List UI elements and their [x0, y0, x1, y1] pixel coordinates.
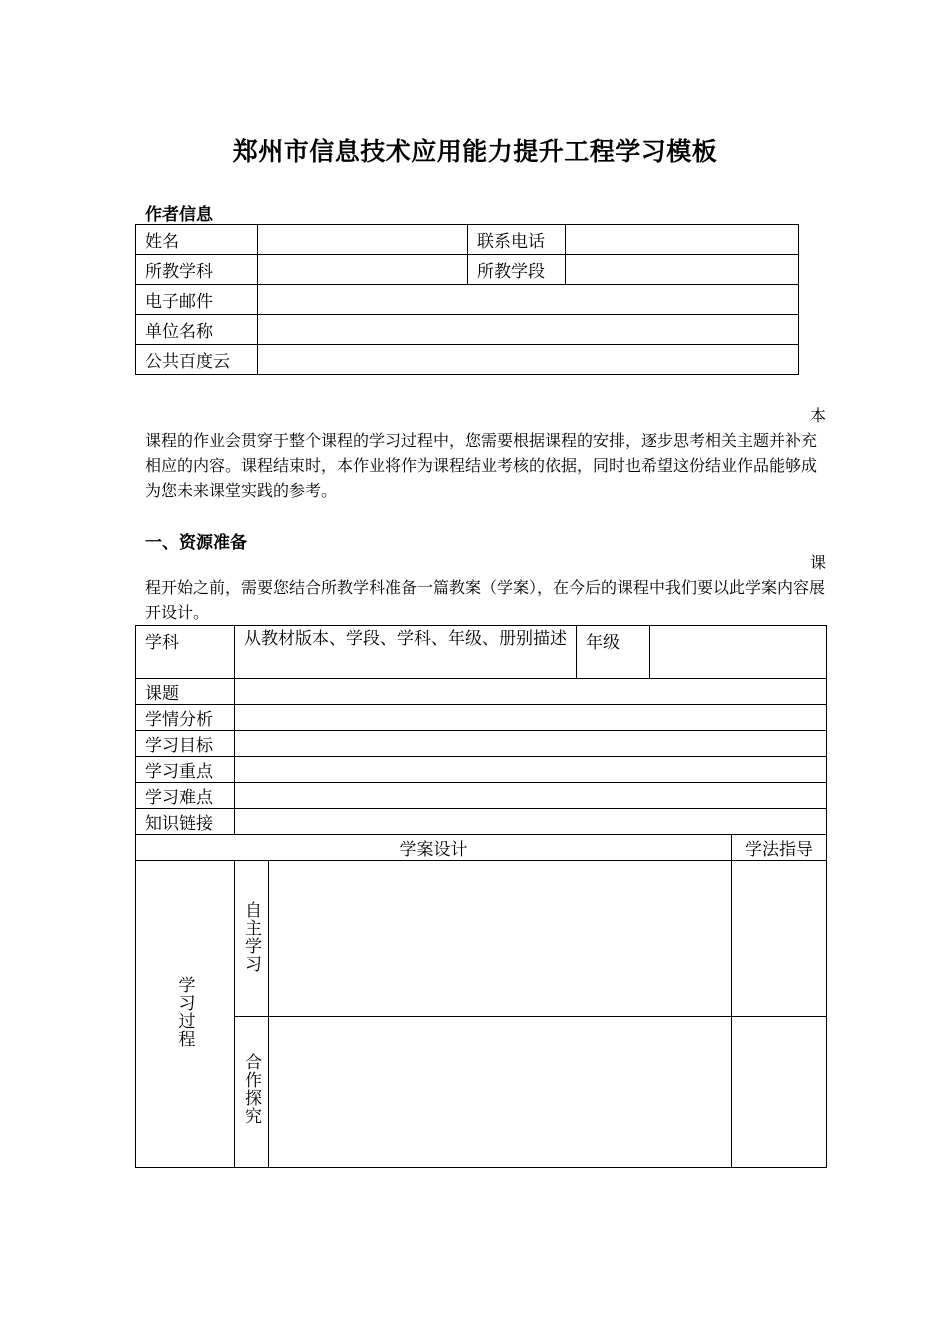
- cloud-label: 公共百度云: [136, 345, 258, 375]
- email-label: 电子邮件: [136, 285, 258, 315]
- email-field[interactable]: [258, 285, 799, 315]
- topic-label: 课题: [136, 679, 235, 705]
- topic-field[interactable]: [235, 679, 827, 705]
- key-points-field[interactable]: [235, 757, 827, 783]
- lesson-plan-table: [135, 625, 827, 1168]
- grade-field[interactable]: [650, 626, 827, 679]
- subject-row-label: 学科: [136, 626, 235, 679]
- cooperative-label: 合作探究: [241, 1053, 261, 1125]
- section1-heading: 一、资源准备: [145, 533, 247, 553]
- difficulties-label: 学习难点: [136, 783, 235, 809]
- cloud-field[interactable]: [258, 345, 799, 375]
- subject-label: 所教学科: [136, 255, 258, 285]
- design-header: 学案设计: [136, 835, 732, 861]
- cooperative-cell: [235, 1017, 269, 1168]
- unit-label: 单位名称: [136, 315, 258, 345]
- grade-label: 年级: [577, 626, 650, 679]
- goals-field[interactable]: [235, 731, 827, 757]
- cooperative-field[interactable]: [269, 1017, 732, 1168]
- difficulties-field[interactable]: [235, 783, 827, 809]
- intro-paragraph: [145, 403, 826, 503]
- section1-body: 程开始之前，需要您结合所教学科准备一篇教案（学案），在今后的课程中我们要以此学案内容展开设计。: [145, 578, 826, 622]
- process-cell: [136, 861, 235, 1168]
- intro-lead: 本: [809, 406, 826, 425]
- cooperative-guidance[interactable]: [732, 1017, 827, 1168]
- phone-field[interactable]: [566, 225, 799, 255]
- section1-paragraph: [145, 550, 826, 625]
- name-label: 姓名: [136, 225, 258, 255]
- unit-field[interactable]: [258, 315, 799, 345]
- stage-field[interactable]: [566, 255, 799, 285]
- author-info-table: [135, 224, 799, 375]
- self-study-guidance[interactable]: [732, 861, 827, 1017]
- analysis-label: 学情分析: [136, 705, 235, 731]
- self-study-label: 自主学习: [241, 901, 261, 973]
- process-label: 学习过程: [174, 975, 195, 1048]
- subject-field[interactable]: [258, 255, 468, 285]
- analysis-field[interactable]: [235, 705, 827, 731]
- links-field[interactable]: [235, 809, 827, 835]
- intro-body: 课程的作业会贯穿于整个课程的学习过程中，您需要根据课程的安排，逐步思考相关主题并补充相应的内容。课程结束时，本作业将作为课程结业考核的依据，同时也希望这份结业作品能够成为您未来课堂实践的参考。: [145, 431, 818, 500]
- guidance-header: 学法指导: [732, 835, 827, 861]
- page-title: 郑州市信息技术应用能力提升工程学习模板: [232, 137, 718, 166]
- author-info-heading: 作者信息: [145, 205, 213, 225]
- goals-label: 学习目标: [136, 731, 235, 757]
- name-field[interactable]: [258, 225, 468, 255]
- links-label: 知识链接: [136, 809, 235, 835]
- self-study-cell: [235, 861, 269, 1017]
- key-points-label: 学习重点: [136, 757, 235, 783]
- self-study-field[interactable]: [269, 861, 732, 1017]
- section1-lead: 课: [809, 553, 826, 572]
- stage-label: 所教学段: [468, 255, 566, 285]
- phone-label: 联系电话: [468, 225, 566, 255]
- subject-hint: 从教材版本、学段、学科、年级、册别描述: [235, 626, 577, 679]
